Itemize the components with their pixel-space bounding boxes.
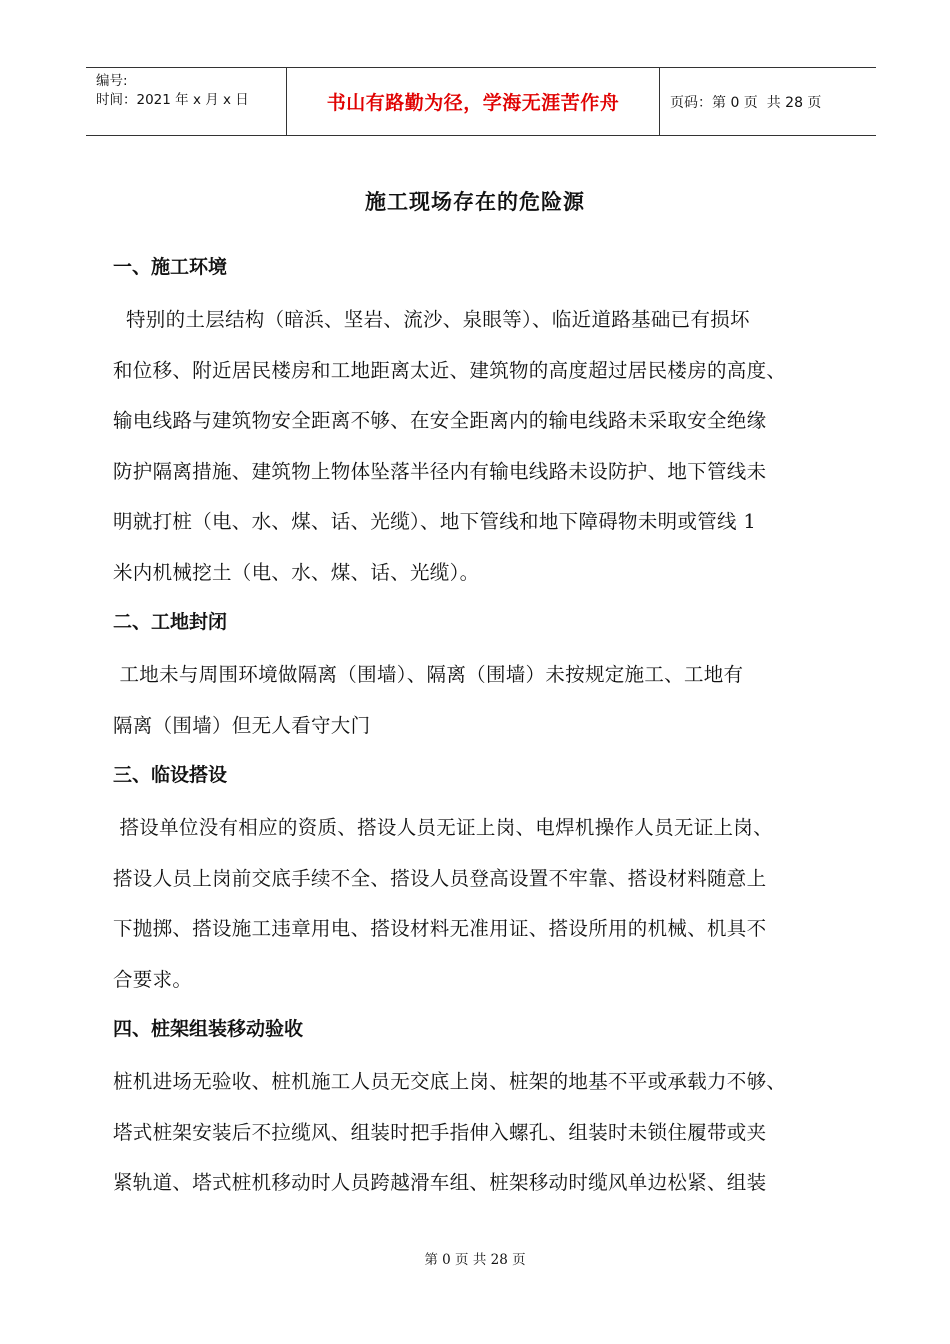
paragraph-line: 明就打桩（电、水、煤、话、光缆）、地下管线和地下障碍物未明或管线 1 xyxy=(113,510,757,533)
section-heading: 一、施工环境 xyxy=(113,256,228,278)
paragraph-line: 工地未与周围环境做隔离（围墙）、隔离（围墙）未按规定施工、工地有 xyxy=(113,663,744,686)
paragraph-line: 紧轨道、塔式桩机移动时人员跨越滑车组、桩架移动时缆风单边松紧、组装 xyxy=(113,1171,767,1194)
motto: 书山有路勤为径，学海无涯苦作舟 xyxy=(287,68,660,135)
header-info-cell xyxy=(86,68,287,135)
paragraph-line: 桩机进场无验收、桩机施工人员无交底上岗、桩架的地基不平或承载力不够、 xyxy=(113,1070,787,1093)
paragraph-line: 塔式桩架安装后不拉缆风、组装时把手指伸入螺孔、组装时未锁住履带或夹 xyxy=(113,1120,767,1144)
header-table xyxy=(86,67,876,136)
section-heading: 四、桩架组装移动验收 xyxy=(113,1018,304,1040)
paragraph-line: 防护隔离措施、建筑物上物体坠落半径内有输电线路未设防护、地下管线未 xyxy=(113,459,767,483)
document-body xyxy=(113,252,873,1209)
paragraph-line: 米内机械挖土（电、水、煤、话、光缆）。 xyxy=(113,560,480,584)
page-info: 页码：第 0 页 共 28 页 xyxy=(670,94,822,111)
paragraph-line: 合要求。 xyxy=(113,967,193,991)
paragraph-line: 隔离（围墙）但无人看守大门 xyxy=(113,713,371,737)
document-title: 施工现场存在的危险源 xyxy=(365,190,585,214)
page-footer: 第 0 页 共 28 页 xyxy=(424,1252,526,1268)
serial-label: 编号: xyxy=(96,73,128,89)
paragraph-line: 特别的土层结构（暗浜、坚岩、流沙、泉眼等）、临近道路基础已有损坏 xyxy=(113,308,750,331)
paragraph-line: 搭设单位没有相应的资质、搭设人员无证上岗、电焊机操作人员无证上岗、 xyxy=(113,816,773,839)
paragraph-line: 和位移、附近居民楼房和工地距离太近、建筑物的高度超过居民楼房的高度、 xyxy=(113,358,787,382)
time-label: 时间：2021 年 x 月 x 日 xyxy=(96,92,249,108)
paragraph-line: 输电线路与建筑物安全距离不够、在安全距离内的输电线路未采取安全绝缘 xyxy=(113,409,767,432)
paragraph-line: 搭设人员上岗前交底手续不全、搭设人员登高设置不牢靠、搭设材料随意上 xyxy=(113,866,767,890)
section-heading: 二、工地封闭 xyxy=(113,611,228,633)
paragraph-line: 下抛掷、搭设施工违章用电、搭设材料无准用证、搭设所用的机械、机具不 xyxy=(113,917,767,940)
section-heading: 三、临设搭设 xyxy=(113,764,228,786)
